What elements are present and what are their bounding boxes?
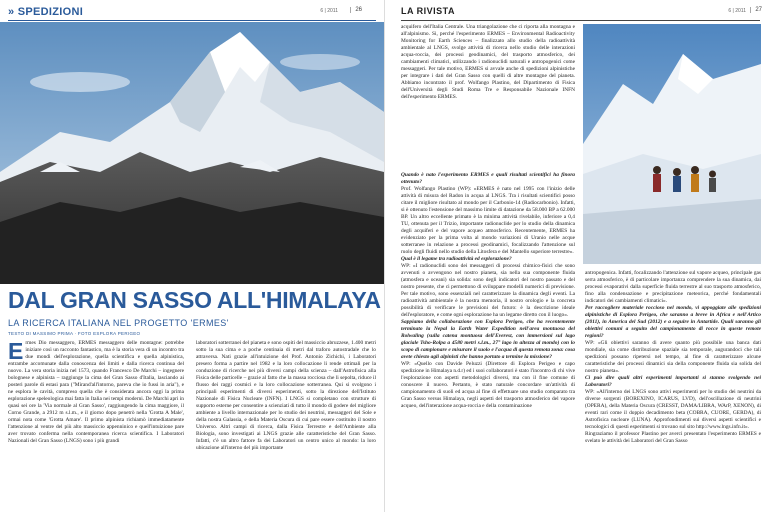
drop-cap: E <box>8 338 24 364</box>
interview-question: Quando è nato l'esperimento ERMES e quali risultati scientifici ha finora ottenuto? <box>401 172 575 185</box>
body-text: rmes Dio messaggero, ERMES messaggero delle montagne: potrebbe iniziare così un racconto fantastico, ma è la storia vera di un incontro tra due mondi dell'esplorazione, quella scientifica e quella alpinistica, entrambe accomunate dalla conoscenza dei limiti e dalla ricerca continua del nuovo. La vera storia inizia nel 1573, quando Francesco De Marchi – ingegnere bolognese e alpinista – raggiunge la cima del Gran Sasso d'Italia, lasciando ai posteri parole di estasi para ("Mirand'all'intorno, pareva che io fussi in aria"), e ne esplora le cavità, compreso quella che è considerata ancora oggi la prima esplorazione speleologica mai fatta in Italia nei tempi moderni. De Marchi apri in quasi sei ore la 'Via normale al Gran Sasso', raggiungendo la cima maggiore, il Corno Grande, a 2912 m s.l.m., e il giorno dopo penetrò nella 'Grotta A Male', ormai nota come 'Grotta Amare'. Il primo alpinista richiamò immediatamente l'attenzione al ventre del più alto massiccio appenninico e quell'intuizione pare aver trovato conferma nella contemporanea ricerca scientifica. I Laboratori Nazionali del Gran Sasso (LNGS) sono i più grandi <box>8 340 184 444</box>
section-label: LA RIVISTA <box>401 6 455 16</box>
interview-question: Ci può dire quali altri esperimenti importanti si stanno svolgendo nei Laboratori? <box>585 375 761 388</box>
page-number: 27 <box>750 7 762 13</box>
closing-text: Ringraziamo il professor Plastino per averci presentato l'esperimento ERMES e svelato le attività dei Laboratori del Gran Sasso <box>585 431 761 444</box>
interview-answer: Prof. Wolfango Plastino (WP): «ERMES è nato nel 1995 con l'inizio delle attività di misura del Radon in acqua al LNGS. Tra i risultati scientifici posso citare il migliore risultato al mondo per il Carbonio-14 (Radiocarbonio). Infatti, si è ottenuto l'estensione del massimo limite di datazione da 58.000 BP a 62.000 BP. Un altro eccellente primato è la minima attività rivelabile, inferiore a 0,4 TU, ottenuta per il Trizio, importante radionuclide per lo studio della dinamica degli acquiferi e del vapore acqueo atmosferico. Recentemente, ERMES ha evidenziato per la prima volta al mondo variazioni di Uranio nelle acque sotterranee in relazione a processi geodinamici, focalizzando l'attenzione sul ruolo degli fluidi nello studio della Litosfera e del Mantello superiore terrestre». <box>401 186 575 255</box>
body-column-2 <box>585 270 761 445</box>
body-column-1 <box>8 340 184 445</box>
interview-answer: WP: «All'interno dei LNGS sono attivi esperimenti per lo studio dei neutrini da diverse sorgenti (BOREXINO, ICARUS, LVD), dell'oscillazione di neutrini (OPERA), della Materia Oscura (CRESST, DAMA/LIBRA, WArP, XENON), di eventi rari come il doppio decadimento beta (COBRA, CUORE, GERDA), di Astrofisica nucleare (LUNA). Approfondimenti sui diversi aspetti scientifici e tecnologici di questi esperimenti si trovano sul sito http://www.lngs.infn.it». <box>585 389 761 430</box>
interview-question: Per raccogliere materiale roccioso nel mondo, vi appoggiate alle spedizioni alpinistiche di Esplora Perigeo, che saranno a breve in Africa e nell'Artico (2011), in America del Sud (2012) e a seguire in Antartide. Quali saranno gli obiettivi comuni a seguito del campionamento di rocce in queste remote regioni? <box>585 305 761 339</box>
body-column-1 <box>401 24 575 101</box>
article-subtitle: LA RICERCA ITALIANA NEL PROGETTO 'ERMES' <box>8 318 229 328</box>
body-text: laboratori sotterranei del pianeta e sono ospiti del massiccio abruzzese, 1.400 metri sotto la sua cima e a poche centinaia di metri dal traforo autostradale che lo attraversa. Nati grazie all'intuizione del Prof. Antonio Zichichi, i Laboratori presero forma a partire nel 1982 e la loro collocazione li rende ottimali per la conduzione di ricerche nei più diversi campi della scienza – dall'Astrofisica alla Fisica delle particelle – grazie al fatto che la massa rocciosa che li sepolta, riduce il flusso dei raggi cosmici e la loro collocazione sotterranea. Qui si svolgono i principali esperimenti di diversi esperimenti, sotto la direzione dell'Istituto Nazionale di Fisica Nucleare (INFN). I LNGS si completano con strutture di supporto esterne per consentire a scienziati di tutto il mondo di godere del migliore ambiente a livello internazionale per lo studio dei neutrini, messaggeri del Sole e della nostra Galassia, e della Materia Oscura di cui pare essere costituito il nostro Universo. Altri campi di ricerca, dalla Fisica Terrestre e dell'Ambiente alla Biologia, sono investigati ai LNGS grazie alle caratteristiche del Gran Sasso. Infatti, c'è un altro fattore fa dei Laboratori un centro unico al mondo: la loro ubicazione all'interno del più importante <box>196 340 376 451</box>
page-number: 26 <box>350 7 362 13</box>
header-rule <box>8 20 376 21</box>
section-label: » SPEDIZIONI <box>8 6 84 18</box>
issue-label: 6 | 2011 <box>320 8 338 14</box>
article-credits: TESTO DI MASSIMO PRIMA · FOTO ESPLORA PERIGEO <box>8 331 141 336</box>
body-text: acquifero dell'Italia Centrale. Una triangolazione che ci riporta alla montagna e all'alpinismo. Si, perché l'esperimento ERMES – Environmental Radioactivity Monitoring for Earth Sciences – finalizzato allo studio della radioattività ambientale al LNGS, svolge attività di ricerca nello studio delle interazioni acqua-roccia, dei processi geodinamici, del trasporto atmosferico, dei cambiamenti climatici, utilizzando i radionuclidi naturali e antropogenici come messaggeri. Per tale motivo, ERMES si avvale anche di spedizioni alpinistiche per integrare i dati del Gran Sasso con quelli di altre montagne del pianeta. Abbiamo incontrato il prof. Wolfango Plastino, del Dipartimento di Fisica dell'Università degli Studi Roma Tre e Responsabile Nazionale INFN dell'esperimento ERMES. <box>401 24 575 100</box>
interview-question: Sappiamo della collaborazione con Esplora Perigeo, che ha recentemente terminato la Nepal la Earth Water Expedition nell'area montuosa del Rolwaling (sulla catena montuosa dell'Everest, con immersioni sul lago glaciale Tsho-Rolpa a 4580 metri s.l.m., 27° lago in altezza al mondo) con lo scopo di campionare e misurare il suolo e l'acqua di questa remota zona: cosa avete chiesto agli alpinisti che hanno portato a termine la missione? <box>401 319 575 360</box>
right-page <box>384 0 768 512</box>
interview-answer: WP: «Gli obiettivi saranno di avere quanto più possibile una banca dati mondiale, sia come distribuzione spaziale sia temporale, augurandoci che tali spedizioni possano ripetersi nel tempo, al fine di caratterizzare alcune caratteristiche dei processi dinamici sia della componente fluida sia solida del nostro pianeta». <box>585 340 761 374</box>
interview-answer: antropogenica. Infatti, focalizzando l'attenzione sul vapore acqueo, principale gas serra atmosferico, è di particolare importanza comprendere la sua dinamica, dai processi evaporativi dalla superficie fluida terrestre al suo trasporto atmosferico, fino alla condensazione e precipitazione meteorica, perché fondamentali indicatori dei cambiamenti climatici». <box>585 270 761 304</box>
interview-question: Qual è il legame tra radioattività ed esplorazione? <box>401 256 512 262</box>
article-title: DAL GRAN SASSO ALL'HIMALAYA <box>8 287 381 313</box>
interview-answer: WP: «Quello con Davide Peluzzi (Direttore di Esplora Perigeo e capo spedizione in Himalaya n.d.r) ed i suoi collaboratori è stato l'incontro di chi vive l'esplorazione con aspetti metodologici diversi, ma con il fine comune di conoscere il nuovo. Pertanto, è stato naturale concordare un'attività di campionamento di suoli ed acqua al fine di effettuare uno studio comparato tra Gran Sasso versus Himalaya, negli aspetti del trasporto atmosferico del vapore acqueo, dell'interazione acqua-roccia e della contaminazione <box>401 361 575 409</box>
body-column-2 <box>196 340 376 452</box>
interview-column <box>401 172 575 410</box>
issue-label: 6 | 2011 <box>728 8 746 14</box>
mountain-landscape-photo <box>0 22 384 284</box>
header-rule <box>401 20 760 21</box>
interview-answer: WP: «I radionuclidi sono dei messaggeri di processi chimico-fisici che sono avvenuti o avvengono nel nostro pianeta, sia nella sua componente fluida (atmosfera e oceani) sia solida: sono degli indicatori del nostro passato e del nostro presente, che ci permettono di sviluppare modelli numerici di previsione. Per tale motivo, sono essenziali nel caratterizzare la dinamica degli eventi. La radioattività ambientale è la nostra memoria, il nostro orologio e la concreta possibilità di verificare le previsioni del futuro: è la descrizione ideale dell'esploratore, e come ogni esplorazione ha un legame diretto con il luogo». <box>401 263 575 318</box>
expedition-team-photo <box>583 24 761 264</box>
